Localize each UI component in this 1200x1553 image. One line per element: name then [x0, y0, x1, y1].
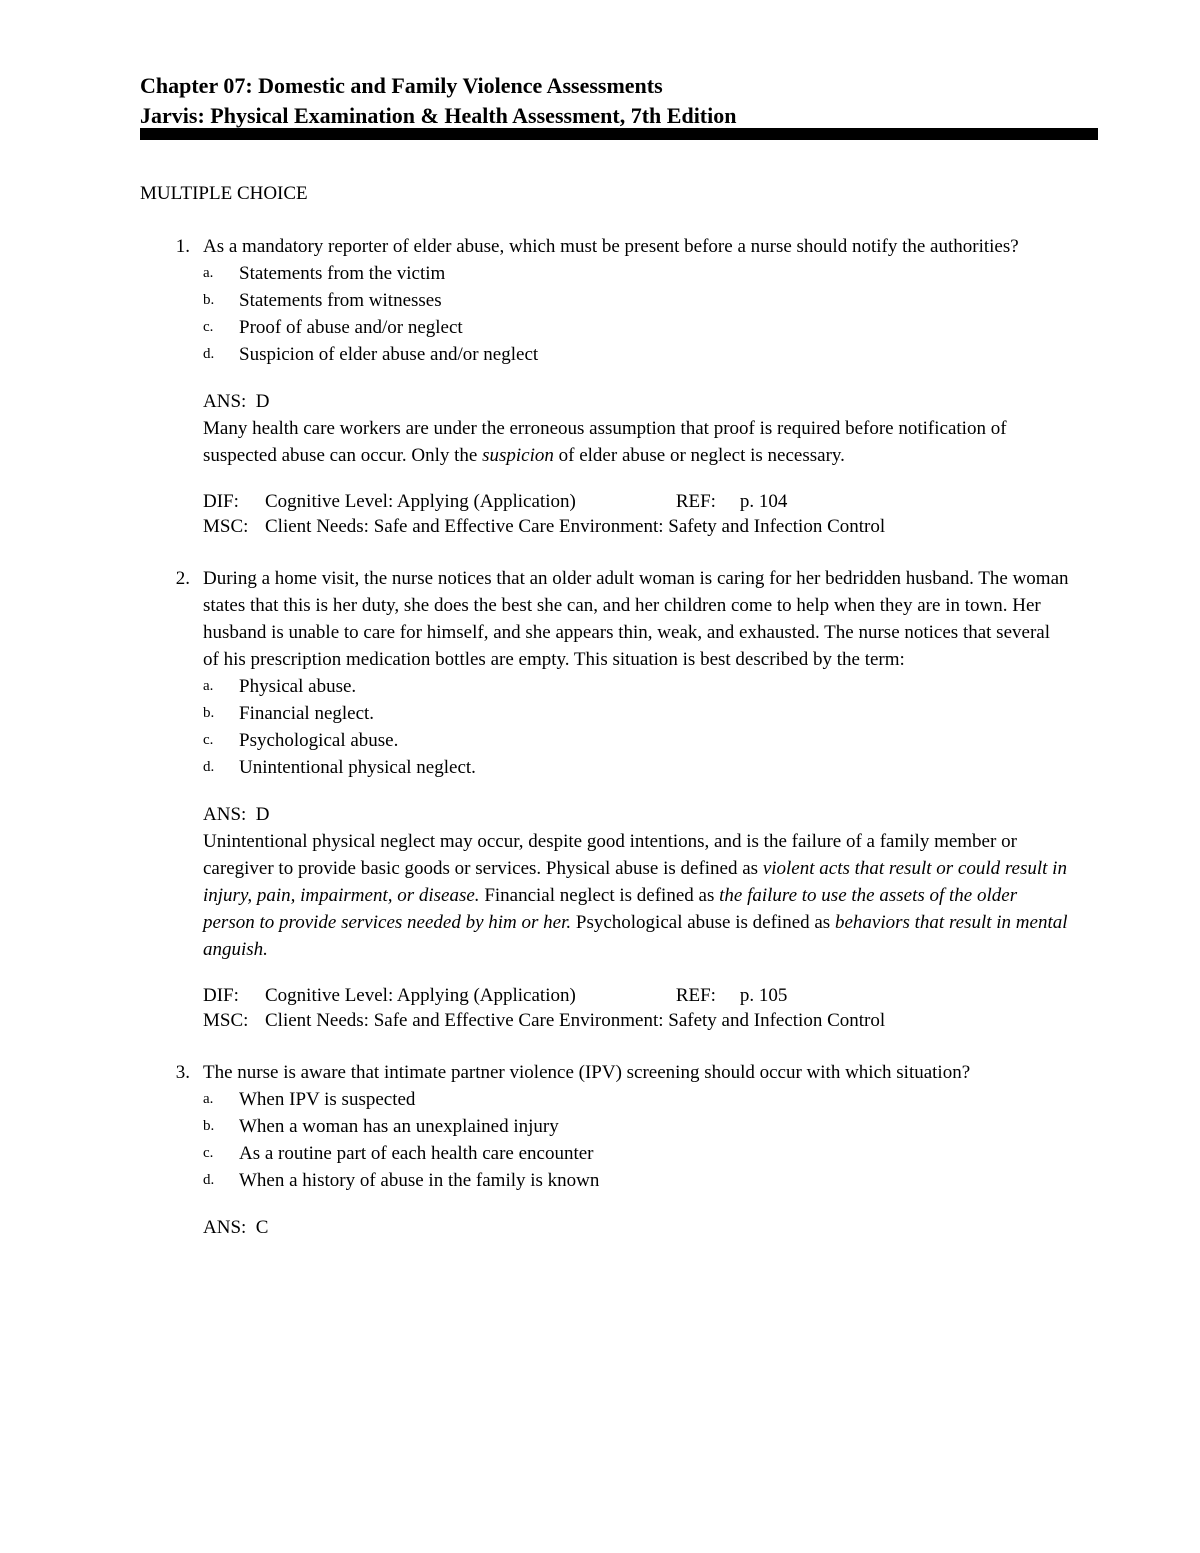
option-text: As a routine part of each health care encounter	[239, 1143, 594, 1164]
dif-row	[203, 983, 1070, 1008]
option-letter: d.	[203, 1172, 215, 1188]
option-letter: a.	[203, 678, 214, 694]
rationale-text: of elder abuse or neglect is necessary.	[553, 445, 845, 466]
ans-label: ANS:	[203, 391, 247, 412]
header-rule	[140, 128, 1098, 140]
ans-label: ANS:	[203, 1217, 247, 1238]
answer-line	[203, 1214, 1070, 1241]
question-stem: The nurse is aware that intimate partner violence (IPV) screening should occur with which situation?	[203, 1062, 971, 1083]
answer-options	[203, 673, 1070, 781]
rationale-emphasis: violent acts that result or could result in injury, pain, impairment, or disease.	[203, 858, 1067, 906]
option-text: When a woman has an unexplained injury	[239, 1116, 559, 1137]
option-text: Suspicion of elder abuse and/or neglect	[239, 344, 539, 365]
question-number: 2.	[175, 568, 190, 589]
msc-label: MSC:	[203, 1010, 249, 1031]
question-2	[140, 565, 1070, 1033]
answer-value: D	[255, 804, 270, 825]
option-letter: c.	[203, 732, 214, 748]
option-c	[203, 727, 1070, 754]
dif-value: Cognitive Level: Applying (Application)	[265, 985, 576, 1006]
dif-label: DIF:	[203, 491, 239, 512]
option-letter: c.	[203, 319, 214, 335]
option-b	[203, 700, 1070, 727]
msc-row	[203, 1008, 1070, 1033]
question-3	[140, 1059, 1070, 1241]
ref-group	[676, 489, 788, 514]
option-letter: d.	[203, 759, 215, 775]
ans-label: ANS:	[203, 804, 247, 825]
rationale-emphasis: suspicion	[482, 445, 554, 466]
dif-label: DIF:	[203, 985, 239, 1006]
rationale-emphasis: behaviors that result in mental anguish.	[203, 912, 1068, 960]
option-text: Psychological abuse.	[239, 730, 399, 751]
msc-row	[203, 514, 1070, 539]
option-letter: b.	[203, 705, 215, 721]
msc-value: Client Needs: Safe and Effective Care Environment: Safety and Infection Control	[265, 516, 886, 537]
dif-row	[203, 489, 1070, 514]
option-letter: b.	[203, 292, 215, 308]
ref-value: p. 105	[739, 985, 788, 1006]
option-d	[203, 341, 1070, 368]
rationale-text: Many health care workers are under the erroneous assumption that proof is required before notification of suspected abuse can occur. Only the	[203, 418, 1007, 466]
msc-label: MSC:	[203, 516, 249, 537]
msc-value: Client Needs: Safe and Effective Care Environment: Safety and Infection Control	[265, 1010, 886, 1031]
answer-options	[203, 1086, 1070, 1194]
answer-value: C	[255, 1217, 269, 1238]
option-letter: d.	[203, 346, 215, 362]
rationale	[203, 828, 1070, 963]
section-heading: MULTIPLE CHOICE	[140, 183, 308, 204]
ref-label: REF:	[675, 491, 716, 512]
question-number: 3.	[175, 1062, 190, 1083]
option-text: Proof of abuse and/or neglect	[239, 317, 463, 338]
option-d	[203, 754, 1070, 781]
book-title: Jarvis: Physical Examination & Health Assessment, 7th Edition	[140, 103, 737, 128]
option-a	[203, 260, 1070, 287]
option-letter: c.	[203, 1145, 214, 1161]
question-stem: During a home visit, the nurse notices that an older adult woman is caring for her bedridden husband. The woman states that this is her duty, she does the best she can, and her children come to help when they are in town. Her husband is unable to care for himself, and she appears thin, weak, and exhausted. The nurse notices that several of his prescription medication bottles are empty. This situation is best described by the term:	[203, 568, 1069, 670]
option-letter: b.	[203, 1118, 215, 1134]
ref-value: p. 104	[739, 491, 788, 512]
question-number: 1.	[175, 236, 190, 257]
option-letter: a.	[203, 265, 214, 281]
option-c	[203, 1140, 1070, 1167]
option-text: Unintentional physical neglect.	[239, 757, 476, 778]
option-b	[203, 287, 1070, 314]
option-text: When a history of abuse in the family is known	[239, 1170, 600, 1191]
answer-line	[203, 801, 1070, 828]
option-a	[203, 1086, 1070, 1113]
option-text: When IPV is suspected	[239, 1089, 416, 1110]
dif-value: Cognitive Level: Applying (Application)	[265, 491, 576, 512]
answer-line	[203, 388, 1070, 415]
ref-group	[676, 983, 788, 1008]
rationale-emphasis: the failure to use the assets of the older person to provide services needed by him or her.	[203, 885, 1018, 933]
option-c	[203, 314, 1070, 341]
option-d	[203, 1167, 1070, 1194]
rationale-text: Psychological abuse is defined as	[571, 912, 835, 933]
option-b	[203, 1113, 1070, 1140]
question-metadata	[203, 489, 1070, 539]
questions-list	[140, 233, 1070, 1241]
answer-value: D	[255, 391, 270, 412]
option-text: Statements from witnesses	[239, 290, 442, 311]
option-letter: a.	[203, 1091, 214, 1107]
chapter-title: Chapter 07: Domestic and Family Violence Assessments	[140, 73, 663, 98]
option-a	[203, 673, 1070, 700]
option-text: Physical abuse.	[239, 676, 357, 697]
rationale-text: Financial neglect is defined as	[479, 885, 720, 906]
rationale-text: Unintentional physical neglect may occur, despite good intentions, and is the failure of a family member or caregiver to provide basic goods or services. Physical abuse is defined as	[203, 831, 1017, 879]
ref-label: REF:	[675, 985, 716, 1006]
rationale	[203, 415, 1070, 469]
answer-options	[203, 260, 1070, 368]
question-1	[140, 233, 1070, 539]
question-metadata	[203, 983, 1070, 1033]
option-text: Financial neglect.	[239, 703, 375, 724]
option-text: Statements from the victim	[239, 263, 446, 284]
question-stem: As a mandatory reporter of elder abuse, which must be present before a nurse should notify the authorities?	[203, 236, 1019, 257]
